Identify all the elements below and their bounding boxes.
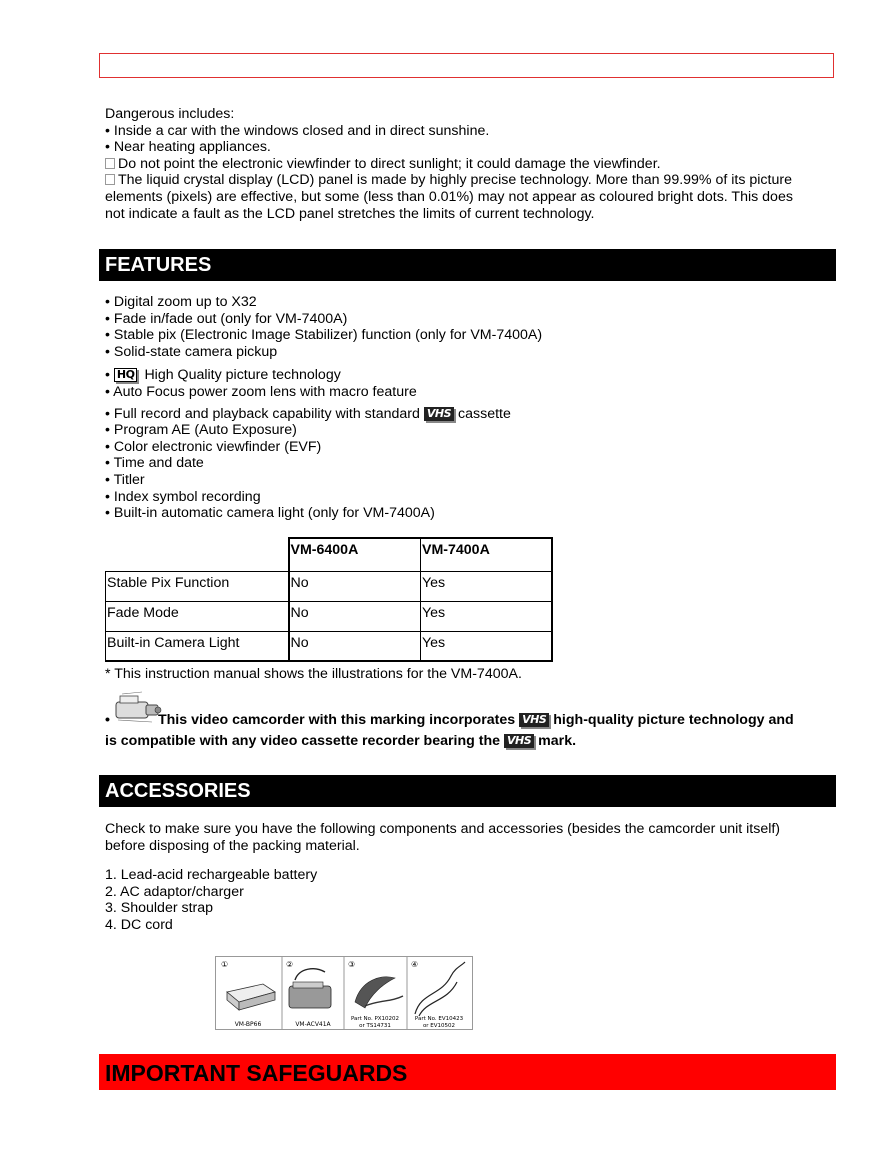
table-cell: No: [289, 631, 421, 661]
figure-caption: or TS14731: [359, 1023, 391, 1029]
intro-line: • Inside a car with the windows closed and in direct sunshine.: [105, 122, 490, 139]
table-row: [106, 631, 552, 661]
table-cell: No: [289, 571, 421, 601]
important-safeguards-heading: IMPORTANT SAFEGUARDS: [99, 1054, 836, 1090]
hq-logo-icon: HQ: [114, 368, 138, 382]
viewfinder-note: Do not point the electronic viewfinder to direct sunlight; it could damage the viewfinder.: [105, 156, 817, 173]
checkbox-glyph-icon: [105, 158, 115, 169]
feature-item: • Titler: [105, 471, 145, 488]
table-row: [106, 601, 552, 631]
features-list: [105, 294, 817, 522]
feature-item: • Built-in automatic camera light (only for VM-7400A): [105, 505, 435, 522]
intro-line: • Near heating appliances.: [105, 139, 271, 156]
checkbox-glyph-icon: [105, 174, 115, 185]
figure-caption: VM-ACV41A: [295, 1021, 331, 1028]
feature-item-hq: • HQ High Quality picture technology: [105, 367, 341, 384]
table-cell: Yes: [421, 571, 552, 601]
vhs-logo-icon: VHS: [519, 713, 549, 727]
feature-item: • Auto Focus power zoom lens with macro feature: [105, 383, 417, 400]
model-comparison-table: [105, 537, 553, 662]
figure-label: ①: [221, 960, 229, 969]
figure-label: ②: [286, 960, 294, 969]
list-item: 1. Lead-acid rechargeable battery: [105, 867, 318, 883]
feature-item: • Digital zoom up to X32: [105, 294, 257, 310]
figure-label: ③: [348, 960, 356, 969]
table-header-cell: VM-7400A: [421, 538, 552, 571]
feature-item: • Fade in/fade out (only for VM-7400A): [105, 310, 348, 327]
table-footnote: * This instruction manual shows the illustrations for the VM-7400A.: [105, 666, 522, 682]
table-cell: Fade Mode: [106, 601, 289, 631]
table-cell: Yes: [421, 601, 552, 631]
features-heading: FEATURES: [99, 249, 836, 281]
lcd-note: The liquid crystal display (LCD) panel is made by highly precise technology. More than 99.99% of its picture: [105, 172, 817, 189]
table-row: [106, 571, 552, 601]
figure-caption: Part No. PX10202: [350, 1016, 400, 1022]
table-cell: No: [289, 601, 421, 631]
vhs-logo-icon: VHS: [504, 734, 534, 748]
feature-item: • Index symbol recording: [105, 488, 261, 505]
list-item: 3. Shoulder strap: [105, 900, 214, 917]
feature-item: • Program AE (Auto Exposure): [105, 422, 297, 439]
marking-paragraph: • This video camcorder with this marking incorporates VHS high-quality picture technology and is compatible with any video cassette recorder bearing the VHS mark.: [105, 712, 794, 749]
feature-item: • Color electronic viewfinder (EVF): [105, 438, 322, 455]
feature-item: • Stable pix (Electronic Image Stabilizer) function (only for VM-7400A): [105, 327, 543, 344]
feature-item: • Solid-state camera pickup: [105, 343, 278, 360]
accessories-illustration: [215, 956, 473, 1030]
accessories-list: [105, 867, 817, 933]
vhs-logo-icon: VHS: [424, 407, 454, 421]
feature-item-vhs: • Full record and playback capability with standard VHS cassette: [105, 405, 511, 422]
intro-section: [105, 106, 817, 222]
table-header-cell: VM-6400A: [289, 538, 421, 571]
figure-caption: or EV10502: [422, 1023, 456, 1029]
intro-line: Dangerous includes:: [105, 106, 235, 122]
table-cell: Built-in Camera Light: [106, 631, 289, 661]
figure-caption: Part No. EV10423: [414, 1016, 464, 1022]
accessories-heading: ACCESSORIES: [99, 775, 836, 807]
list-item: 4. DC cord: [105, 916, 173, 933]
figure-caption: VM-BP66: [234, 1021, 262, 1028]
table-header-row: [106, 538, 552, 571]
figure-label: ④: [411, 960, 419, 969]
top-banner-bar: [99, 53, 834, 78]
lcd-note-cont: elements (pixels) are effective, but some (less than 0.01%) may not appear as coloured bright dots. This does: [105, 188, 793, 205]
list-item: 2. AC adaptor/charger: [105, 883, 244, 900]
feature-item: • Time and date: [105, 455, 204, 472]
lcd-note-cont: not indicate a fault as the LCD panel stretches the limits of current technology.: [105, 205, 595, 222]
table-cell: Yes: [421, 631, 552, 661]
table-header-cell: [106, 538, 289, 571]
table-cell: Stable Pix Function: [106, 571, 289, 601]
accessories-intro: Check to make sure you have the following components and accessories (besides the camcorder unit itself) before disposing of the packing material.: [105, 821, 781, 854]
